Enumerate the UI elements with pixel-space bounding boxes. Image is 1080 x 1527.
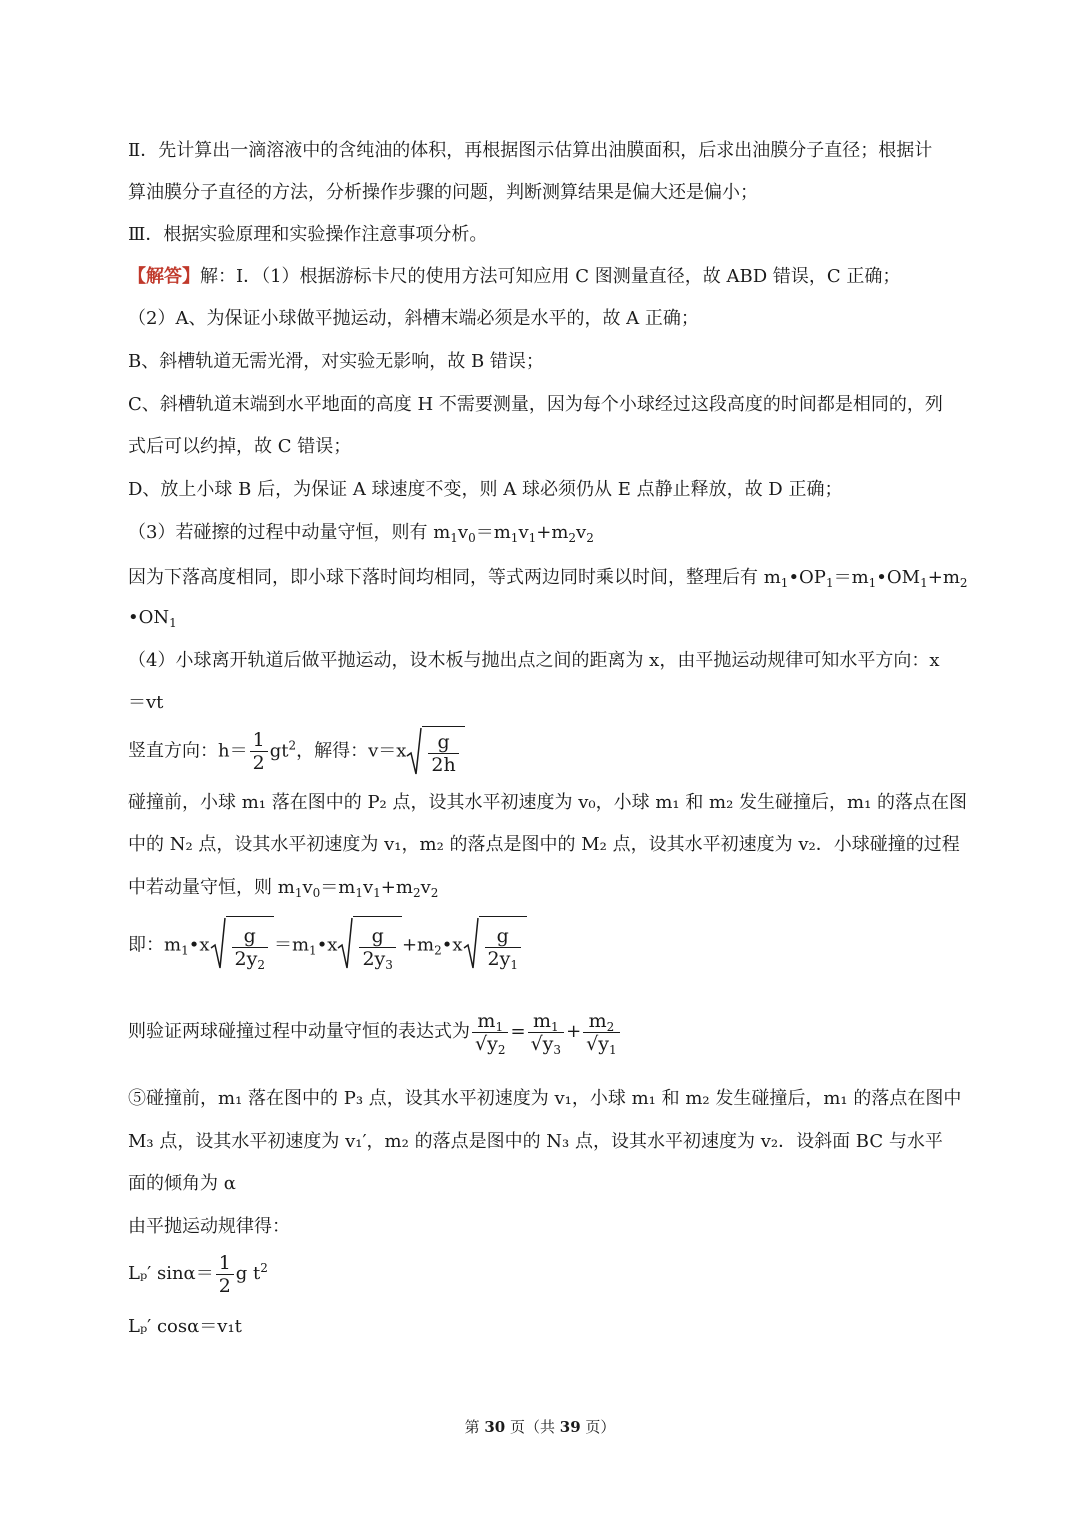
vertical-equation-line: 竖直方向：h＝ $\frac{1}{2}$ $gt^2$，解得：v＝x $\frac{g}{2h}$ <box>128 726 465 778</box>
distance-equation-line: 因为下落高度相同，即小球下落时间均相同，等式两边同时乘以时间，整理后有 $m_1•OP_1=m_1•OM_1+m_2$ <box>128 567 968 590</box>
text-line: （2）A、为保证小球做平抛运动，斜槽末端必须是水平的，故 A 正确； <box>128 308 699 329</box>
text-line: 碰撞前，小球 m₁ 落在图中的 P₂ 点，设其水平初速度为 v₀，小球 m₁ 和 m₂ 发生碰撞后，m₁ 的落点在图 <box>128 792 968 813</box>
answer-tag: 【解答】 <box>128 266 200 287</box>
text-line: （4）小球离开轨道后做平抛运动，设木板与抛出点之间的距离为 x，由平抛运动规律可知水平方向：x <box>128 650 940 671</box>
sqrt-momentum-equation: 即：$m_1•x$ $\frac{g}{2y_2}$ $=m_1•x$ $\frac{g}{2y_3}$ $+m_2•x$ $\frac{g}{2y_1}$ <box>128 916 527 976</box>
text-line: M₃ 点，设其水平初速度为 v₁′，m₂ 的落点是图中的 N₃ 点，设其水平初速度为 v₂．设斜面 BC 与水平 <box>128 1131 943 1152</box>
momentum-equation-line-2: 中若动量守恒，则 $m_1v_0=m_1v_1+m_2v_2$ <box>128 877 439 900</box>
text-line: 中的 N₂ 点，设其水平初速度为 v₁，m₂ 的落点是图中的 M₂ 点，设其水平初速度为 v₂．小球碰撞的过程 <box>128 834 960 855</box>
text-line: D、放上小球 B 后，为保证 A 球速度不变，则 A 球必须仍从 E 点静止释放，故 D 正确； <box>128 479 843 500</box>
current-page-number: 30 <box>484 1418 506 1436</box>
text-line: Ⅱ．先计算出一滴溶液中的含纯油的体积，再根据图示估算出油膜面积，后求出油膜分子直径；根据计 <box>128 140 933 161</box>
incline-equation-sin: Lₚ′ sinα＝ $\frac{1}{2}$ g $t^2$ <box>128 1251 268 1297</box>
momentum-equation-line: （3）若碰擦的过程中动量守恒，则有 $m_1v_0=m_1v_1+m_2v_2$ <box>128 522 594 545</box>
text-line: C、斜槽轨道末端到水平地面的高度 H 不需要测量，因为每个小球经过这段高度的时间都是相同的，列 <box>128 394 943 415</box>
answer-line <box>128 264 900 290</box>
text-line: 式后可以约掉，故 C 错误； <box>128 436 352 457</box>
text-line: B、斜槽轨道无需光滑，对实验无影响，故 B 错误； <box>128 351 544 372</box>
conservation-expression-line: 则验证两球碰撞过程中动量守恒的表达式为 $\frac{m_1}{√y_2}$ = $\frac{m_1}{√y_3}$ + $\frac{m_2}{√y_1}$ <box>128 1002 622 1066</box>
text-line: 面的倾角为 α <box>128 1173 236 1194</box>
fraction-half: $\frac{1}{2}$ <box>250 729 268 774</box>
incline-equation-cos: Lₚ′ cosα＝v₁t <box>128 1316 242 1337</box>
answer-text: 解：Ⅰ．（1）根据游标卡尺的使用方法可知应用 C 图测量直径，故 ABD 错误，C 正确； <box>200 266 901 287</box>
page-footer: 第 30 页（共 39 页） <box>464 1418 616 1436</box>
text-line: ＝vt <box>128 692 164 713</box>
distance-equation-continued: $•ON_1$ <box>128 607 177 630</box>
sqrt-g-over-2h: $\frac{g}{2h}$ <box>406 726 464 777</box>
text-line: ⑤碰撞前，m₁ 落在图中的 P₃ 点，设其水平初速度为 v₁，小球 m₁ 和 m₂ 发生碰撞后，m₁ 的落点在图中 <box>128 1088 962 1109</box>
text-line: Ⅲ．根据实验原理和实验操作注意事项分析。 <box>128 224 488 245</box>
text-line: 算油膜分子直径的方法，分析操作步骤的问题，判断测算结果是偏大还是偏小； <box>128 182 758 203</box>
total-page-count: 39 <box>559 1418 581 1436</box>
text-line: 由平抛运动规律得： <box>128 1216 290 1237</box>
